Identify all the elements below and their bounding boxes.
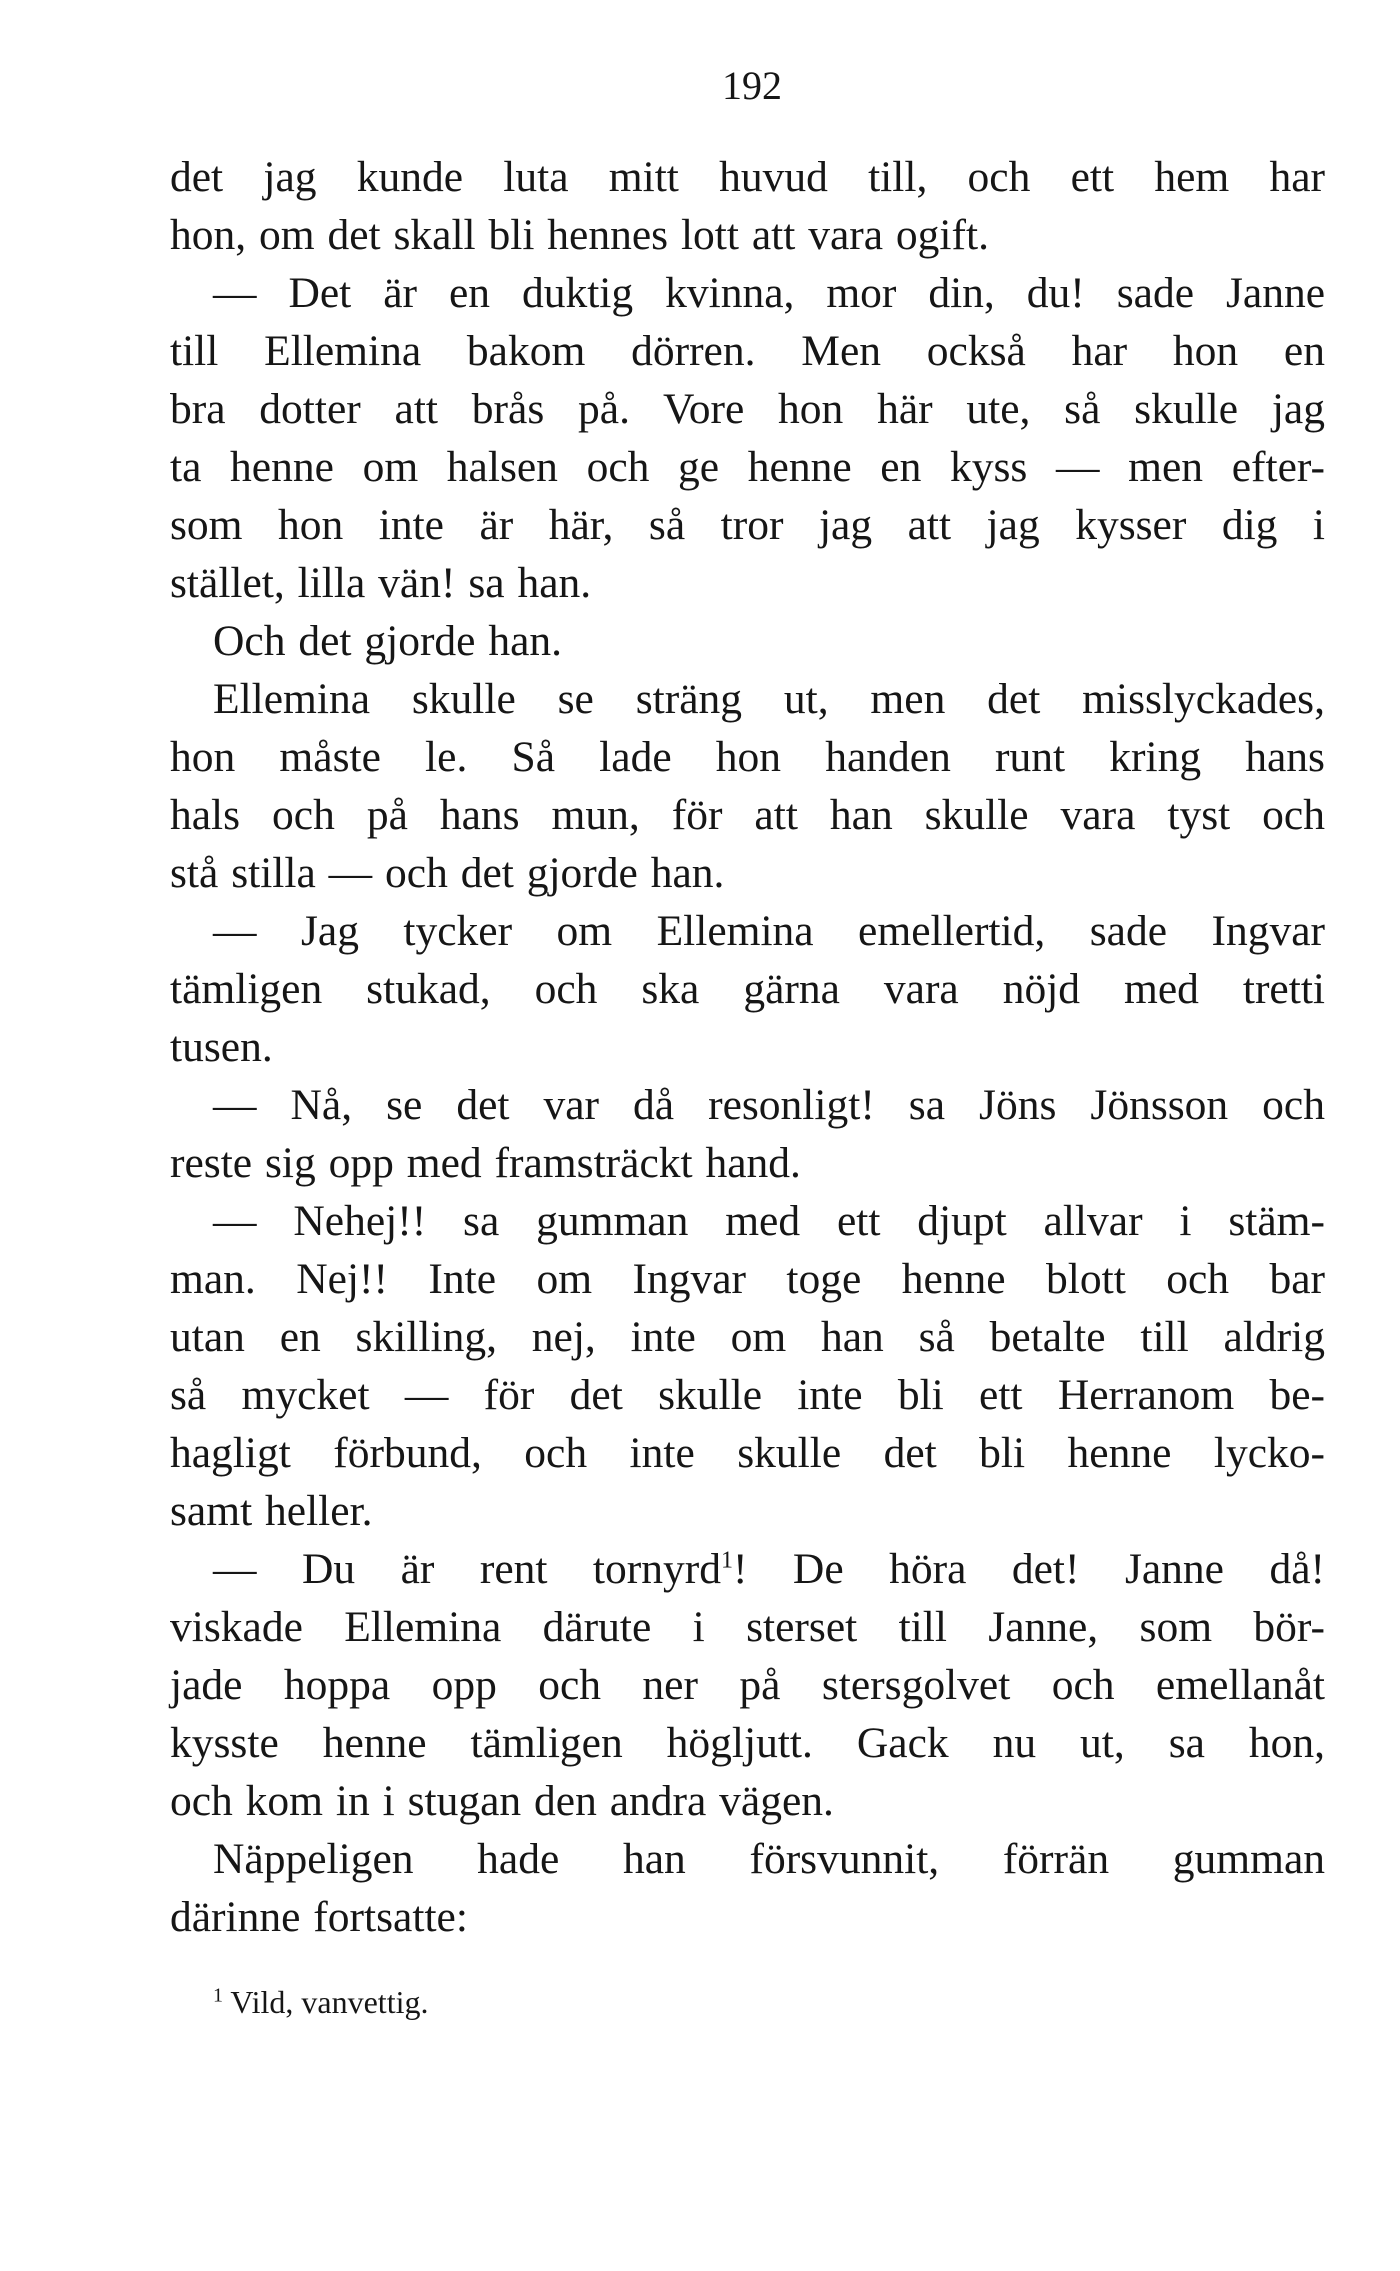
text-line-part: ! De höra det! Janne då! — [732, 1545, 1325, 1593]
text-line: jade hoppa opp och ner på stersgolvet och emellanåt — [170, 1661, 1325, 1709]
text-line: Och det gjorde han. — [213, 617, 563, 665]
text-line: viskade Ellemina därute i sterset till Janne, som bör- — [170, 1603, 1325, 1651]
text-line: till Ellemina bakom dörren. Men också har hon en — [170, 327, 1325, 375]
text-line: — Nå, se det var då resonligt! sa Jöns Jönsson och — [213, 1081, 1325, 1129]
text-line: hals och på hans mun, för att han skulle vara tyst och — [170, 791, 1325, 839]
text-line: Ellemina skulle se sträng ut, men det misslyckades, — [213, 675, 1325, 723]
text-line: ta henne om halsen och ge henne en kyss — men efter- — [170, 443, 1325, 491]
text-line: tusen. — [170, 1023, 273, 1071]
text-line — [213, 1540, 1325, 1598]
text-line: — Det är en duktig kvinna, mor din, du! sade Janne — [213, 269, 1325, 317]
footnote — [213, 1980, 428, 2024]
text-line: tämligen stukad, och ska gärna vara nöjd med tretti — [170, 965, 1325, 1013]
text-line: kysste henne tämligen högljutt. Gack nu ut, sa hon, — [170, 1719, 1325, 1767]
text-line: man. Nej!! Inte om Ingvar toge henne blott och bar — [170, 1255, 1325, 1303]
text-line: reste sig opp med framsträckt hand. — [170, 1139, 801, 1187]
text-line: som hon inte är här, så tror jag att jag kysser dig i — [170, 501, 1325, 549]
text-line: så mycket — för det skulle inte bli ett Herranom be- — [170, 1371, 1325, 1419]
text-line: det jag kunde luta mitt huvud till, och ett hem har — [170, 153, 1325, 201]
text-line: — Nehej!! sa gumman med ett djupt allvar i stäm- — [213, 1197, 1325, 1245]
text-line: utan en skilling, nej, inte om han så betalte till aldrig — [170, 1313, 1325, 1361]
footnote-text: Vild, vanvettig. — [230, 1984, 429, 2020]
text-line: stå stilla — och det gjorde han. — [170, 849, 725, 897]
text-line: hon måste le. Så lade hon handen runt kring hans — [170, 733, 1325, 781]
page-number: 192 — [722, 63, 782, 108]
text-line: därinne fortsatte: — [170, 1893, 468, 1941]
text-line: — Jag tycker om Ellemina emellertid, sade Ingvar — [213, 907, 1325, 955]
footnote-reference: 1 — [720, 1547, 733, 1574]
text-line: stället, lilla vän! sa han. — [170, 559, 592, 607]
text-line-part: — Du är rent tornyrd — [213, 1545, 721, 1593]
text-line: bra dotter att brås på. Vore hon här ute, så skulle jag — [170, 385, 1325, 433]
text-line: samt heller. — [170, 1487, 373, 1535]
text-line: hagligt förbund, och inte skulle det bli henne lycko- — [170, 1429, 1325, 1477]
text-line: Näppeligen hade han försvunnit, förrän gumman — [213, 1835, 1325, 1883]
footnote-marker: 1 — [213, 1984, 223, 2007]
text-line: och kom in i stugan den andra vägen. — [170, 1777, 834, 1825]
text-line: hon, om det skall bli hennes lott att vara ogift. — [170, 211, 989, 259]
